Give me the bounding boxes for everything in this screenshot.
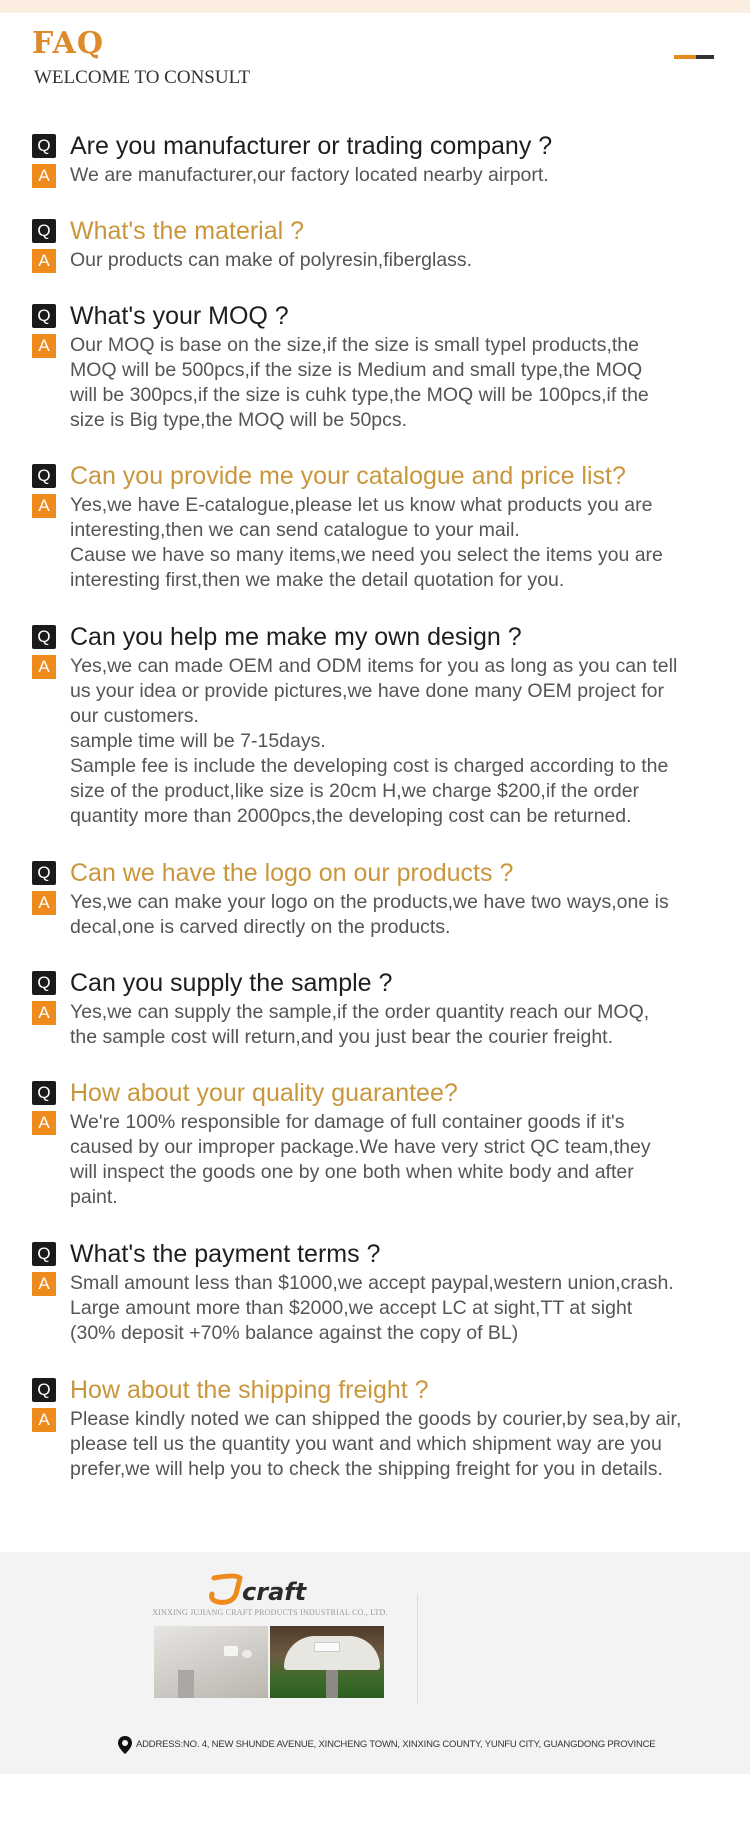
faq-item xyxy=(32,856,722,940)
faq-answer: Our MOQ is base on the size,if the size is small typel products,the MOQ will be 500pcs,if the size is Medium and small type,the MOQ will be 300pcs,if the size is cuhk type,the MOQ will be 100pcs,if the size is Big type,the MOQ will be 50pcs. xyxy=(70,334,649,431)
faq-answer: Small amount less than $1000,we accept paypal,western union,crash. Large amount more than $2000,we accept LC at sight,TT at sight (30% deposit +70% balance against the copy of BL) xyxy=(70,1272,674,1344)
faq-question: Are you manufacturer or trading company ? xyxy=(70,132,553,160)
answer-badge: A xyxy=(32,1272,56,1296)
question-badge: Q xyxy=(32,625,56,649)
question-badge: Q xyxy=(32,1081,56,1105)
product-photo-table xyxy=(154,1626,268,1698)
faq-question: How about your quality guarantee? xyxy=(70,1079,458,1107)
question-badge: Q xyxy=(32,971,56,995)
footer xyxy=(0,1552,750,1774)
logo-text: craft xyxy=(242,1578,307,1606)
faq-item xyxy=(32,1237,722,1346)
location-pin-icon xyxy=(118,1736,132,1754)
answer-badge: A xyxy=(32,1001,56,1025)
faq-item xyxy=(32,620,722,829)
answer-badge: A xyxy=(32,249,56,273)
faq-answer: Yes,we can made OEM and ODM items for you as long as you can tell us your idea or provide pictures,we have done many OEM project for our customers. sample time will be 7-15days. Sample fee is include the developing cost is charged according to the size of the product,like size is 20cm H,we charge $200,if the order quantity more than 2000pcs,the developing cost can be returned. xyxy=(70,655,678,827)
faq-answer: We're 100% responsible for damage of full container goods if it's caused by our improper package.We have very strict QC team,they will inspect the goods one by one both when white body and after paint. xyxy=(70,1111,651,1208)
faq-item xyxy=(32,299,722,433)
answer-badge: A xyxy=(32,334,56,358)
top-accent-bar xyxy=(0,0,750,13)
faq-answer: Yes,we have E-catalogue,please let us know what products you are interesting,then we can send catalogue to your mail. Cause we have so many items,we need you select the items you are interesting first,then we make the detail quotation for you. xyxy=(70,494,663,591)
faq-question: Can you supply the sample ? xyxy=(70,969,393,997)
question-badge: Q xyxy=(32,219,56,243)
faq-answer: Please kindly noted we can shipped the goods by courier,by sea,by air, please tell us the quantity you want and which shipment way are you prefer,we will help you to check the shipping freight for you in details. xyxy=(70,1408,682,1480)
divider xyxy=(417,1594,418,1704)
faq-question: What's the material ? xyxy=(70,217,305,245)
answer-badge: A xyxy=(32,891,56,915)
answer-badge: A xyxy=(32,1111,56,1135)
faq-question: Can we have the logo on our products ? xyxy=(70,859,514,887)
answer-badge: A xyxy=(32,494,56,518)
faq-question: What's your MOQ ? xyxy=(70,302,289,330)
question-badge: Q xyxy=(32,861,56,885)
faq-answer: We are manufacturer,our factory located nearby airport. xyxy=(70,164,549,186)
faq-answer: Yes,we can supply the sample,if the order quantity reach our MOQ, the sample cost will return,and you just bear the courier freight. xyxy=(70,1001,650,1048)
faq-item xyxy=(32,966,722,1050)
question-badge: Q xyxy=(32,464,56,488)
decorative-line xyxy=(674,55,714,59)
answer-badge: A xyxy=(32,164,56,188)
faq-question: Can you provide me your catalogue and price list? xyxy=(70,462,626,490)
answer-badge: A xyxy=(32,655,56,679)
page-title: FAQ xyxy=(32,26,104,61)
faq-answer: Our products can make of polyresin,fiberglass. xyxy=(70,249,473,271)
faq-question: Can you help me make my own design ? xyxy=(70,623,522,651)
company-logo xyxy=(206,1572,326,1608)
faq-item xyxy=(32,214,722,273)
faq-question: What's the payment terms ? xyxy=(70,1240,381,1268)
faq-item xyxy=(32,1076,722,1210)
page-subtitle: WELCOME TO CONSULT xyxy=(34,67,251,88)
faq-item xyxy=(32,1373,722,1482)
company-name: XINXING JUJIANG CRAFT PRODUCTS INDUSTRIAL CO., LTD. xyxy=(152,1608,388,1617)
address-text: ADDRESS:NO. 4, NEW SHUNDE AVENUE, XINCHENG TOWN, XINXING COUNTY, YUNFU CITY, GUANGDONG PROVINCE xyxy=(136,1739,656,1750)
product-photo-side-table xyxy=(270,1626,384,1698)
faq-answer: Yes,we can make your logo on the products,we have two ways,one is decal,one is carved directly on the products. xyxy=(70,891,669,938)
faq-item xyxy=(32,129,722,188)
faq-question: How about the shipping freight ? xyxy=(70,1376,429,1404)
question-badge: Q xyxy=(32,1378,56,1402)
question-badge: Q xyxy=(32,134,56,158)
address xyxy=(118,1736,678,1754)
question-badge: Q xyxy=(32,1242,56,1266)
question-badge: Q xyxy=(32,304,56,328)
answer-badge: A xyxy=(32,1408,56,1432)
faq-item xyxy=(32,459,722,593)
